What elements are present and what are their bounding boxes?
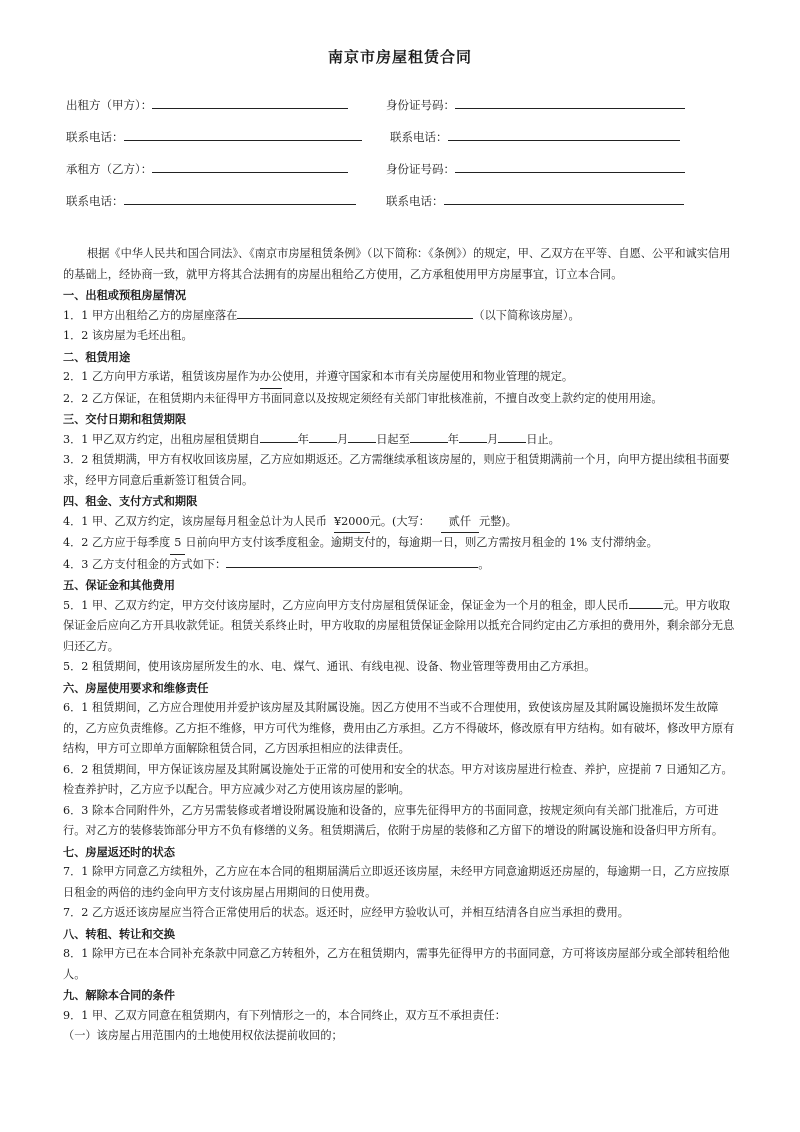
lessee-phone-label: 联系电话：: [66, 194, 124, 208]
lessor-phone-label: 联系电话：: [66, 130, 124, 144]
clause-6-3: 6．3 除本合同附件外，乙方另需装修或者增设附属设施和设备的，应事先征得甲方的书面同意，按规定须向有关部门批准后，方可进行。对乙方的装修装饰部分甲方不负有修缮的义务。租赁期满后，依附于房屋的装修和乙方留下的增设的附属设施和设备归甲方所有。: [63, 803, 724, 837]
lessor-row: [66, 96, 348, 113]
clause-9-1-item-1: （一）该房屋占用范围内的土地使用权依法提前收回的；: [63, 1029, 343, 1042]
clause-4-3-suffix: 。: [478, 557, 490, 571]
lessee-phone-field[interactable]: [124, 192, 356, 205]
clause-1-1: [63, 306, 739, 327]
clause-4-2-suffix: 日前向甲方支付该季度租金。逾期支付的，每逾期一日，则乙方需按月租金的 1% 支付滞纳金。: [185, 536, 658, 549]
lessor-phone2-field[interactable]: [448, 128, 680, 141]
lessee-label: 承租方（乙方）：: [66, 162, 153, 176]
lessee-name-field[interactable]: [152, 160, 348, 173]
lessee-id-row: [386, 160, 685, 177]
year-label: 年: [297, 432, 309, 446]
lessor-id-label: 身份证号码：: [386, 98, 455, 112]
section-5-heading: 五、保证金和其他费用: [63, 578, 175, 592]
start-day-field[interactable]: [348, 431, 376, 443]
clause-6-1: 6．1 租赁期间，乙方应合理使用并爱护该房屋及其附属设施。因乙方使用不当或不合理使用，致使该房屋及其附属设施损坏发生故障的，乙方应负责维修。乙方拒不维修，甲方可代为维修，费用由乙方承担。乙方不得破坏，修改原有甲方结构。如有破坏，修改甲方原有结构，甲方可立即单方面解除租赁合同，乙方因承担相应的法律责任。: [63, 701, 735, 755]
month-label: 月: [337, 432, 349, 446]
lessor-phone2-label: 联系电话：: [390, 130, 448, 144]
day-to-label: 日起至: [376, 432, 410, 446]
end-month-field[interactable]: [459, 431, 487, 443]
section-3-heading: 三、交付日期和租赁期限: [63, 412, 187, 426]
month-label-2: 月: [486, 432, 499, 446]
section-1-heading: 一、出租或预租房屋情况: [63, 288, 187, 302]
clause-4-1-mid: 元。(大写：: [369, 514, 430, 528]
clause-7-2: 7．2 乙方返还该房屋应当符合正常使用后的状态。返还时，应经甲方验收认可，并相互结清各自应当承担的费用。: [63, 906, 629, 919]
end-day-field[interactable]: [498, 431, 526, 443]
clause-2-2: 2．2 乙方保证，在租赁期内未征得甲方书面同意以及按规定须经有关部门审批核准前，不擅自改变上款约定的使用用途。: [63, 391, 663, 405]
lessee-phone2-field[interactable]: [444, 192, 684, 205]
clause-1-1-text: 1．1 甲方出租给乙方的房屋座落在: [63, 308, 238, 322]
section-4-heading: 四、租金、支付方式和期限: [63, 494, 198, 508]
property-address-field[interactable]: [237, 307, 473, 319]
rent-amount-cn-field[interactable]: 贰仟: [441, 512, 479, 534]
section-6-heading: 六、房屋使用要求和维修责任: [63, 680, 209, 695]
lessor-phone-field[interactable]: [124, 128, 362, 141]
payment-method-field[interactable]: [226, 556, 478, 568]
section-9-heading: 九、解除本合同的条件: [63, 988, 175, 1002]
clause-4-3-text: 4．3 乙方支付租金的方式如下：: [63, 557, 227, 571]
start-year-field[interactable]: [260, 431, 298, 443]
clause-4-1-text: 4．1 甲、乙双方约定，该房屋每月租金总计为人民币: [63, 514, 327, 528]
lessee-phone2-row: [386, 192, 684, 209]
lessor-phone-row: [66, 128, 362, 145]
lessor-id-row: [386, 96, 685, 113]
clause-2-1: [63, 367, 739, 389]
clause-6-2: 6．2 租赁期间，甲方保证该房屋及其附属设施处于正常的可使用和安全的状态。甲方对该房屋进行检查、养护，应提前 7 日通知乙方。检查养护时，乙方应予以配合。甲方应减少对乙方使用该房屋的影响。: [63, 762, 733, 796]
end-year-field[interactable]: [410, 431, 448, 443]
clause-4-2-text: 4．2 乙方应于每季度: [63, 536, 171, 549]
lessor-id-field[interactable]: [455, 96, 685, 109]
clause-2-1-suffix: 使用，并遵守国家和本市有关房屋使用和物业管理的规定。: [282, 370, 574, 383]
year-label-2: 年: [447, 432, 459, 446]
clause-5-2: 5．2 租赁期间，使用该房屋所发生的水、电、煤气、通讯、有线电视、设备、物业管理等费用由乙方承担。: [63, 660, 596, 673]
section-8-heading: 八、转租、转让和交换: [63, 926, 175, 941]
clause-2-1-text: 2．1 乙方向甲方承诺，租赁该房屋作为: [63, 370, 260, 383]
lessee-phone2-label: 联系电话：: [386, 194, 444, 208]
clause-1-1-suffix: （以下简称该房屋）。: [473, 308, 580, 322]
lessee-phone-row: [66, 192, 356, 209]
clause-5-1-suffix: 元。甲方收取保证金后应向乙方开具收款凭证。租赁关系终止时，甲方收取的房屋租赁保证金除用以抵充合同约定由乙方承担的费用外，剩余部分无息归还乙方。: [63, 598, 735, 653]
clause-9-1: 9．1 甲、乙双方同意在租赁期内，有下列情形之一的，本合同终止，双方互不承担责任：: [63, 1008, 506, 1022]
section-2-heading: 二、租赁用途: [63, 349, 131, 364]
lessee-id-field[interactable]: [455, 160, 685, 173]
lessor-phone2-row: [390, 128, 680, 145]
usage-field[interactable]: 办公: [260, 367, 282, 389]
lessee-row: [66, 160, 348, 177]
contract-body: [63, 244, 739, 1047]
page-title: 南京市房屋租赁合同: [327, 48, 472, 66]
lessee-id-label: 身份证号码：: [386, 162, 455, 176]
intro-paragraph: 根据《中华人民共和国合同法》、《南京市房屋租赁条例》（以下简称：《条例》）的规定，甲、乙双方在平等、自愿、公平和诚实信用的基础上，经协商一致，就甲方将其合法拥有的房屋出租给乙方使用，乙方承租使用甲方房屋事宜，订立本合同。: [63, 247, 731, 281]
start-month-field[interactable]: [309, 431, 337, 443]
clause-3-2: 3．2 租赁期满，甲方有权收回该房屋，乙方应如期返还。乙方需继续承租该房屋的，则应于租赁期满前一个月，向甲方提出续租书面要求，经甲方同意后重新签订租赁合同。: [63, 453, 730, 487]
lessor-label: 出租方（甲方）：: [66, 98, 153, 112]
clause-8-1: 8．1 除甲方已在本合同补充条款中同意乙方转租外，乙方在租赁期内，需事先征得甲方的书面同意，方可将该房屋部分或全部转租给他人。: [63, 947, 730, 981]
clause-4-1-suffix: 元整)。: [479, 514, 517, 528]
lessor-name-field[interactable]: [152, 96, 348, 109]
rent-amount-field[interactable]: ¥2000: [334, 512, 370, 534]
clause-5-1-text: 5．1 甲、乙双方约定，甲方交付该房屋时，乙方应向甲方支付房屋租赁保证金，保证金为一个月的租金，即人民币: [63, 598, 629, 612]
clause-4-1: [63, 512, 739, 534]
clause-5-1: [63, 596, 739, 658]
day-end-label: 日止。: [526, 432, 560, 446]
clause-1-2: 1．2 该房屋为毛坯出租。: [63, 329, 193, 342]
payment-day-field[interactable]: 5: [170, 533, 185, 555]
clause-3-1: [63, 430, 739, 451]
section-7-heading: 七、房屋返还时的状态: [63, 844, 175, 859]
clause-3-1-text: 3．1 甲乙双方约定，出租房屋租赁期自: [63, 432, 260, 446]
clause-4-3: [63, 555, 739, 576]
deposit-amount-field[interactable]: [629, 597, 663, 609]
clause-7-1: 7．1 除甲方同意乙方续租外，乙方应在本合同的租期届满后立即返还该房屋，未经甲方同意逾期返还房屋的，每逾期一日，乙方应按原日租金的两倍的违约金向甲方支付该房屋占用期间的日使用费。: [63, 865, 730, 899]
clause-4-2: [63, 533, 739, 555]
